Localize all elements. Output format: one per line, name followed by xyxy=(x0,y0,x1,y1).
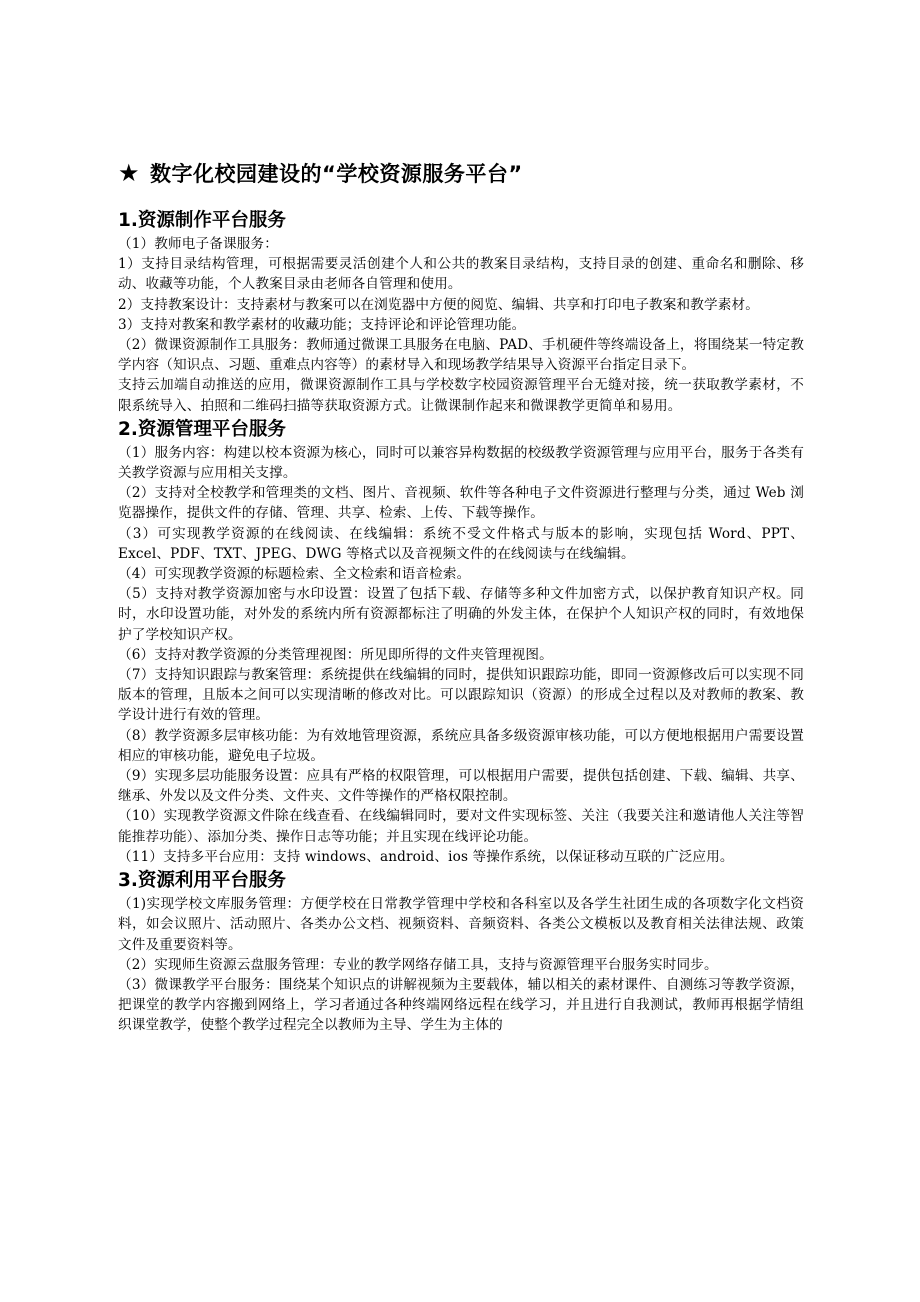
paragraph: （1）服务内容：构建以校本资源为核心，同时可以兼容异构数据的校级教学资源管理与应用平台，服务于各类有关教学资源与应用相关支撑。 xyxy=(118,444,804,482)
section-heading: 2.资源管理平台服务 xyxy=(118,418,286,440)
paragraph: （9）实现多层功能服务设置：应具有严格的权限管理，可以根据用户需要，提供包括创建、下载、编辑、共享、继承、外发以及文件分类、文件夹、文件等操作的严格权限控制。 xyxy=(118,768,804,805)
paragraph: 1）支持目录结构管理，可根据需要灵活创建个人和公共的教案目录结构，支持目录的创建、重命名和删除、移动、收藏等功能，个人教案目录由老师各自管理和使用。 xyxy=(118,256,804,293)
section-resource-production xyxy=(118,207,804,416)
section-resource-management xyxy=(118,416,804,867)
paragraph: 2）支持教案设计：支持素材与教案可以在浏览器中方便的阅览、编辑、共享和打印电子教案和教学素材。 xyxy=(118,296,760,313)
section-heading: 3.资源利用平台服务 xyxy=(118,870,286,892)
paragraph: （11）支持多平台应用：支持 windows、android、ios 等操作系统，以保证移动互联的广泛应用。 xyxy=(118,848,734,865)
star-icon: ★ xyxy=(118,159,141,187)
paragraph: （6）支持对教学资源的分类管理视图：所见即所得的文件夹管理视图。 xyxy=(118,646,553,663)
paragraph: （3）微课教学平台服务：围绕某个知识点的讲解视频为主要载体，辅以相关的素材课件、自测练习等教学资源，把课堂的教学内容搬到网络上，学习者通过各种终端网络远程在线学习，并且进行自我测试，教师再根据学情组织课堂教学，使整个教学过程完全以教师为主导、学生为主体的 xyxy=(118,976,804,1034)
paragraph: 支持云加端自动推送的应用，微课资源制作工具与学校数字校园资源管理平台无缝对接，统一获取教学素材，不限系统导入、拍照和二维码扫描等获取资源方式。让微课制作起来和微课教学更简单和易用。 xyxy=(118,377,804,414)
paragraph: （5）支持对教学资源加密与水印设置：设置了包括下载、存储等多种文件加密方式，以保护教育知识产权。同时，水印设置功能，对外发的系统内所有资源都标注了明确的外发主体，在保护个人知识产权的同时，有效地保护了学校知识产权。 xyxy=(118,586,804,643)
paragraph: （7）支持知识跟踪与教案管理：系统提供在线编辑的同时，提供知识跟踪功能，即同一资源修改后可以实现不同版本的管理，且版本之间可以实现清晰的修改对比。可以跟踪知识（资源）的形成全过程以及对教师的教案、教学设计进行有效的管理。 xyxy=(118,667,804,724)
paragraph: （2）微课资源制作工具服务：教师通过微课工具服务在电脑、PAD、手机硬件等终端设备上，将围绕某一特定教学内容（知识点、习题、重难点内容等）的素材导入和现场教学结果导入资源平台指定目录下。 xyxy=(118,337,804,374)
section-resource-utilization xyxy=(118,867,804,1035)
document-title xyxy=(118,158,804,189)
paragraph: （2）支持对全校教学和管理类的文档、图片、音视频、软件等各种电子文件资源进行整理与分类，通过 Web 浏览器操作，提供文件的存储、管理、共享、检索、上传、下载等操作。 xyxy=(118,485,804,522)
paragraph: （1）教师电子备课服务： xyxy=(118,236,278,252)
paragraph: （4）可实现教学资源的标题检索、全文检索和语音检索。 xyxy=(118,566,471,583)
document-title-text: 数字化校园建设的“学校资源服务平台” xyxy=(150,162,523,186)
paragraph: （8）教学资源多层审核功能：为有效地管理资源，系统应具备多级资源审核功能，可以方便地根据用户需要设置相应的审核功能，避免电子垃圾。 xyxy=(118,727,804,764)
section-heading: 1.资源制作平台服务 xyxy=(118,210,286,231)
paragraph: （10）实现教学资源文件除在线查看、在线编辑同时，要对文件实现标签、关注（我要关注和邀请他人关注等智能推荐功能）、添加分类、操作日志等功能；并且实现在线评论功能。 xyxy=(118,808,804,845)
paragraph: 3）支持对教案和教学素材的收藏功能；支持评论和评论管理功能。 xyxy=(118,316,526,333)
paragraph: （2）实现师生资源云盘服务管理：专业的教学网络存储工具，支持与资源管理平台服务实时同步。 xyxy=(118,956,718,973)
paragraph: （1)实现学校文库服务管理：方便学校在日常教学管理中学校和各科室以及各学生社团生成的各项数字化文档资料，如会议照片、活动照片、各类办公文档、视频资料、音频资料、各类公文模板以及教育相关法律法规、政策文件及重要资料等。 xyxy=(118,896,804,953)
paragraph: （3）可实现教学资源的在线阅读、在线编辑：系统不受文件格式与版本的影响，实现包括 Word、PPT、Excel、PDF、TXT、JPEG、DWG 等格式以及音视频文件的在线阅读与在线编辑。 xyxy=(118,525,804,562)
document-page xyxy=(118,158,804,1036)
